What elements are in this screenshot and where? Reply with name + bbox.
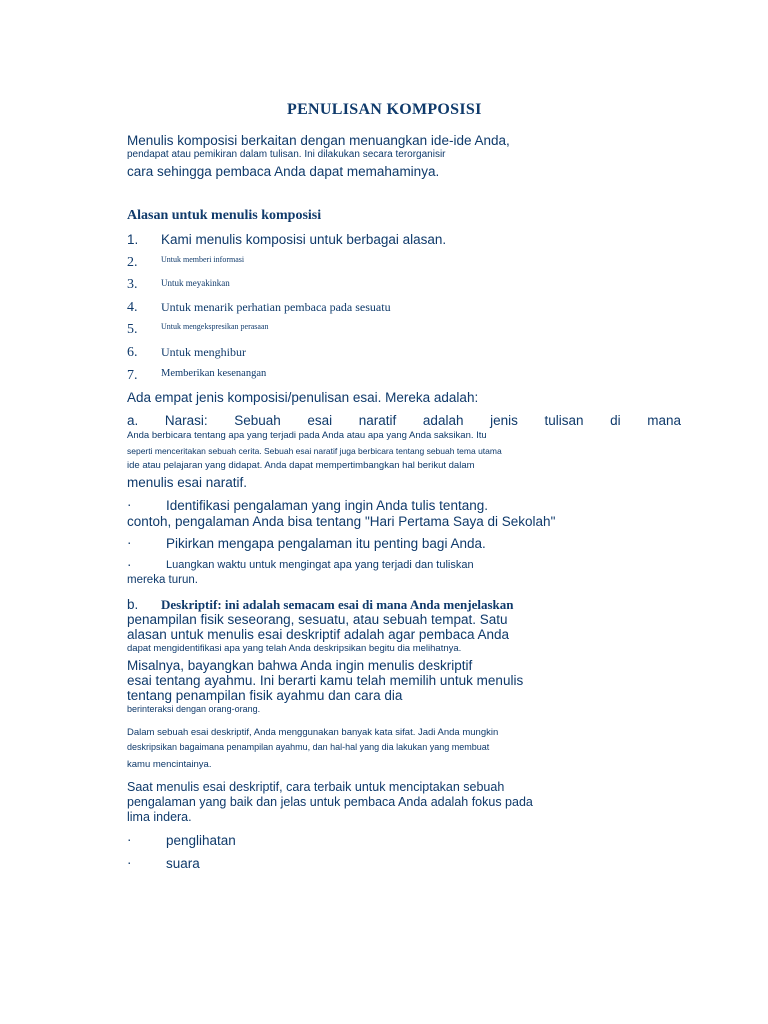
word: Narasi: [164,413,208,428]
word: esai [307,413,333,428]
word: tulisan [544,413,584,428]
section-heading: Deskriptif: ini adalah semacam esai di mana Anda menjelaskan [161,597,514,612]
list-number: 7. [127,368,138,383]
sense-item: penglihatan [166,833,236,848]
narasi-first-line [127,414,681,428]
deskriptif-line: Misalnya, bayangkan bahwa Anda ingin menulis deskriptif [127,658,473,673]
word: di [610,413,621,428]
bullet-text: Pikirkan mengapa pengalaman itu penting bagi Anda. [166,536,486,551]
paragraph-line: pengalaman yang baik dan jelas untuk pembaca Anda adalah fokus pada [127,795,533,809]
deskriptif-line: tentang penampilan fisik ayahmu dan cara dia [127,688,403,703]
bullet: · [127,832,132,847]
list-number: 2. [127,255,138,270]
list-item: Memberikan kesenangan [161,368,267,379]
bullet: · [127,497,132,512]
list-number: 1. [127,232,139,247]
list-number: 4. [127,300,138,315]
narasi-line: menulis esai naratif. [127,475,248,490]
deskriptif-line: dapat mengidentifikasi apa yang telah Anda deskripsikan begitu dia melihatnya. [127,643,462,654]
word: jenis [490,413,518,428]
deskriptif-line: berinteraksi dengan orang-orang. [127,704,261,714]
bullet: · [127,557,132,572]
word: Sebuah [234,413,281,428]
paragraph-line: kamu mencintainya. [127,759,212,770]
deskriptif-line: alasan untuk menulis esai deskriptif adalah agar pembaca Anda [127,627,509,642]
paragraph-line: lima indera. [127,810,192,824]
list-item: Kami menulis komposisi untuk berbagai alasan. [161,232,447,247]
sense-item: suara [166,856,200,871]
narasi-line: seperti menceritakan sebuah cerita. Sebuah esai naratif juga berbicara tentang sebuah tema utama [127,446,502,456]
narasi-line: Anda berbicara tentang apa yang terjadi pada Anda atau apa yang Anda saksikan. Itu [127,430,487,441]
list-item: Untuk menarik perhatian pembaca pada sesuatu [161,300,391,314]
word: mana [647,413,681,428]
list-number: 5. [127,322,138,337]
list-item: Untuk meyakinkan [161,278,230,288]
section-letter: b. [127,597,139,612]
word: a. [127,413,139,428]
word: adalah [422,413,464,428]
deskriptif-line: esai tentang ayahmu. Ini berarti kamu telah memilih untuk menulis [127,673,524,688]
bullet-text: contoh, pengalaman Anda bisa tentang "Hari Pertama Saya di Sekolah" [127,514,556,529]
bullet-text: Luangkan waktu untuk mengingat apa yang terjadi dan tuliskan [166,559,474,571]
intro-line: cara sehingga pembaca Anda dapat memahaminya. [127,164,440,179]
deskriptif-line: penampilan fisik seseorang, sesuatu, atau sebuah tempat. Satu [127,612,508,627]
bullet-text: Identifikasi pengalaman yang ingin Anda tulis tentang. [166,498,488,513]
intro-line: Menulis komposisi berkaitan dengan menuangkan ide-ide Anda, [127,133,510,148]
word: naratif [358,413,397,428]
intro-line: pendapat atau pemikiran dalam tulisan. Ini dilakukan secara terorganisir [127,149,446,160]
section-heading: Alasan untuk menulis komposisi [127,208,322,223]
paragraph-line: deskripsikan bagaimana penampilan ayahmu, dan hal-hal yang dia lakukan yang membuat [127,742,490,752]
bullet-text: mereka turun. [127,574,198,586]
list-item: Untuk menghibur [161,345,246,359]
list-number: 3. [127,277,138,292]
page-title: PENULISAN KOMPOSISI [287,101,482,118]
narasi-line: ide atau pelajaran yang didapat. Anda dapat mempertimbangkan hal berikut dalam [127,460,475,471]
paragraph-line: Dalam sebuah esai deskriptif, Anda menggunakan banyak kata sifat. Jadi Anda mungkin [127,727,499,738]
list-item: Untuk memberi informasi [161,255,245,264]
paragraph-line: Saat menulis esai deskriptif, cara terbaik untuk menciptakan sebuah [127,780,505,794]
bullet: · [127,855,132,870]
list-number: 6. [127,345,138,360]
list-item: Untuk mengekspresikan perasaan [161,322,269,331]
bullet: · [127,535,132,550]
types-intro: Ada empat jenis komposisi/penulisan esai. Mereka adalah: [127,390,479,405]
